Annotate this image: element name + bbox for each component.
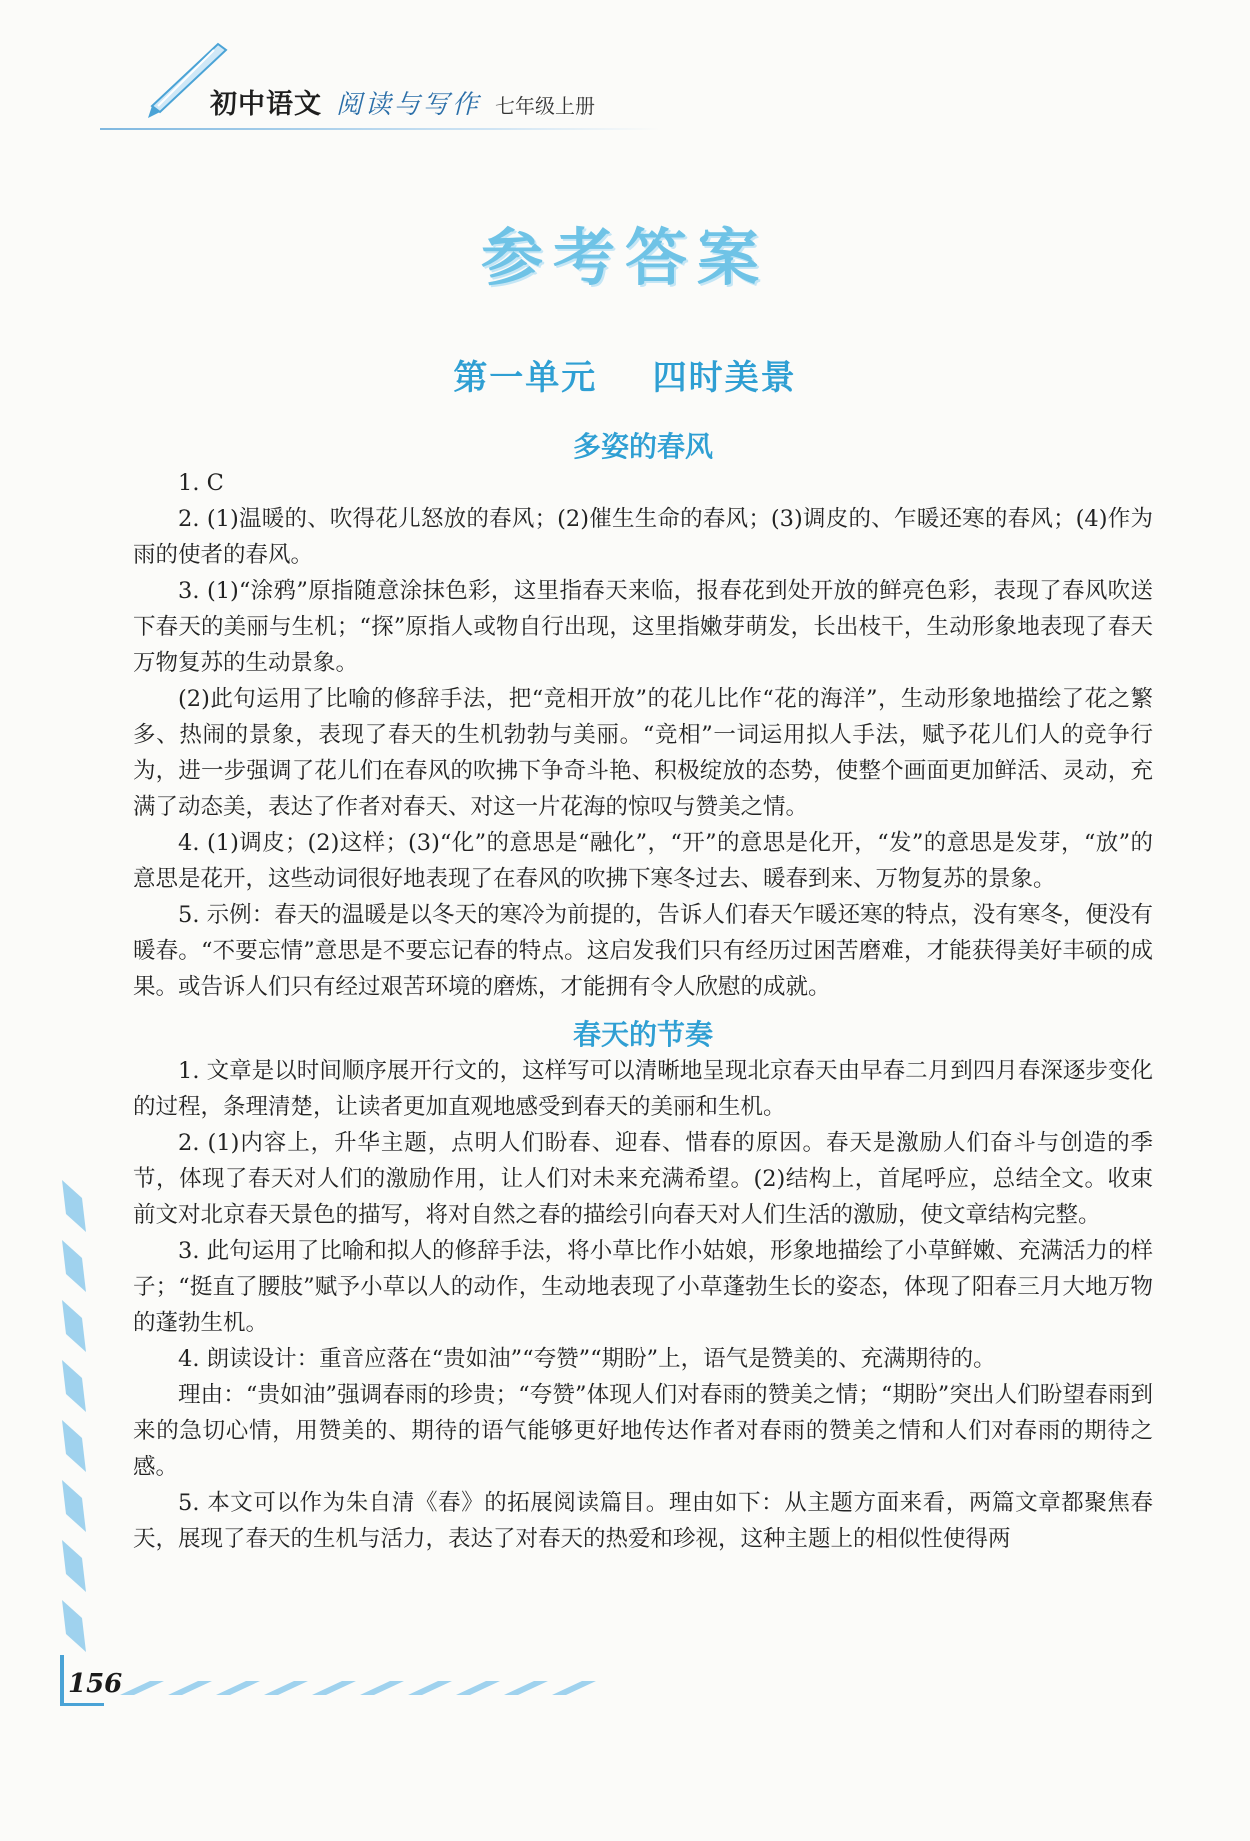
page-header	[100, 40, 660, 130]
footer-bracket	[60, 1655, 64, 1705]
answers-content	[133, 425, 1153, 1559]
answer-paragraph: (2)此句运用了比喻的修辞手法，把“竞相开放”的花儿比作“花的海洋”，生动形象地描绘了花之繁多、热闹的景象，表现了春天的生机勃勃与美丽。“竞相”一词运用拟人手法，赋予花儿们人的竞争行为，进一步强调了花儿们在春风的吹拂下争奇斗艳、积极绽放的态势，使整个画面更加鲜活、灵动，充满了动态美，表达了作者对春天、对这一片花海的惊叹与赞美之情。	[133, 686, 1153, 820]
grade-label: 七年级上册	[495, 94, 596, 118]
header-rule	[100, 128, 660, 130]
book-title-line	[210, 82, 595, 121]
answer-paragraph: 3. 此句运用了比喻和拟人的修辞手法，将小草比作小姑娘，形象地描绘了小草鲜嫩、充满活力的样子；“挺直了腰肢”赋予小草以人的动作，生动地表现了小草蓬勃生长的姿态，体现了阳春三月大地万物的蓬勃生机。	[133, 1238, 1153, 1336]
section	[133, 425, 1153, 1005]
answer-paragraph: 3. (1)“涂鸦”原指随意涂抹色彩，这里指春天来临，报春花到处开放的鲜亮色彩，表现了春风吹送下春天的美丽与生机；“探”原指人或物自行出现，这里指嫩芽萌发，长出枝干，生动形象地表现了春天万物复苏的生动景象。	[133, 578, 1153, 676]
answer-paragraph: 2. (1)内容上，升华主题，点明人们盼春、迎春、惜春的原因。春天是激励人们奋斗与创造的季节，体现了春天对人们的激励作用，让人们对未来充满希望。(2)结构上，首尾呼应，总结全文。收束前文对北京春天景色的描写，将对自然之春的描绘引向春天对人们生活的激励，使文章结构完整。	[133, 1130, 1153, 1228]
page-title: 参考答案	[480, 221, 769, 294]
page-footer	[60, 1655, 620, 1715]
section	[133, 1013, 1153, 1557]
answer-paragraph: 理由：“贵如油”强调春雨的珍贵；“夸赞”体现人们对春雨的赞美之情；“期盼”突出人们盼望春雨到来的急切心情，用赞美的、期待的语气能够更好地传达作者对春雨的赞美之情和人们对春雨的期待之感。	[133, 1382, 1153, 1480]
book-title: 初中语文	[210, 89, 322, 120]
answer-paragraph: 1. 文章是以时间顺序展开行文的，这样写可以清晰地呈现北京春天由早春二月到四月春深逐步变化的过程，条理清楚，让读者更加直观地感受到春天的美丽和生机。	[133, 1058, 1153, 1120]
answer-paragraph: 2. (1)温暖的、吹得花儿怒放的春风；(2)催生生命的春风；(3)调皮的、乍暖还寒的春风；(4)作为雨的使者的春风。	[133, 506, 1153, 568]
section-title: 春天的节奏	[572, 1018, 713, 1051]
answer-paragraph: 4. 朗读设计：重音应落在“贵如油”“夸赞”“期盼”上，语气是赞美的、充满期待的。	[178, 1346, 996, 1372]
answer-paragraph: 1. C	[178, 470, 224, 496]
answer-paragraph: 4. (1)调皮；(2)这样；(3)“化”的意思是“融化”，“开”的意思是化开，“发”的意思是发芽，“放”的意思是花开，这些动词很好地表现了在春风的吹拂下寒冬过去、暖春到来、万物复苏的景象。	[133, 830, 1153, 892]
unit-title: 第一单元 四时美景	[453, 358, 797, 398]
page-number: 156	[68, 1669, 123, 1699]
section-title: 多姿的春风	[572, 430, 713, 463]
book-subtitle: 阅读与写作	[336, 90, 482, 120]
answer-paragraph: 5. 本文可以作为朱自清《春》的拓展阅读篇目。理由如下：从主题方面来看，两篇文章都聚焦春天，展现了春天的生机与活力，表达了对春天的热爱和珍视，这种主题上的相似性使得两	[133, 1490, 1153, 1552]
answer-paragraph: 5. 示例：春天的温暖是以冬天的寒冷为前提的，告诉人们春天乍暖还寒的特点，没有寒冬，便没有暖春。“不要忘情”意思是不要忘记春的特点。这启发我们只有经历过困苦磨难，才能获得美好丰硕的成果。或告诉人们只有经过艰苦环境的磨炼，才能拥有令人欣慰的成就。	[133, 902, 1153, 1000]
footer-bracket	[60, 1703, 104, 1706]
footer-decoration	[120, 1677, 600, 1701]
side-decoration	[56, 1180, 96, 1660]
